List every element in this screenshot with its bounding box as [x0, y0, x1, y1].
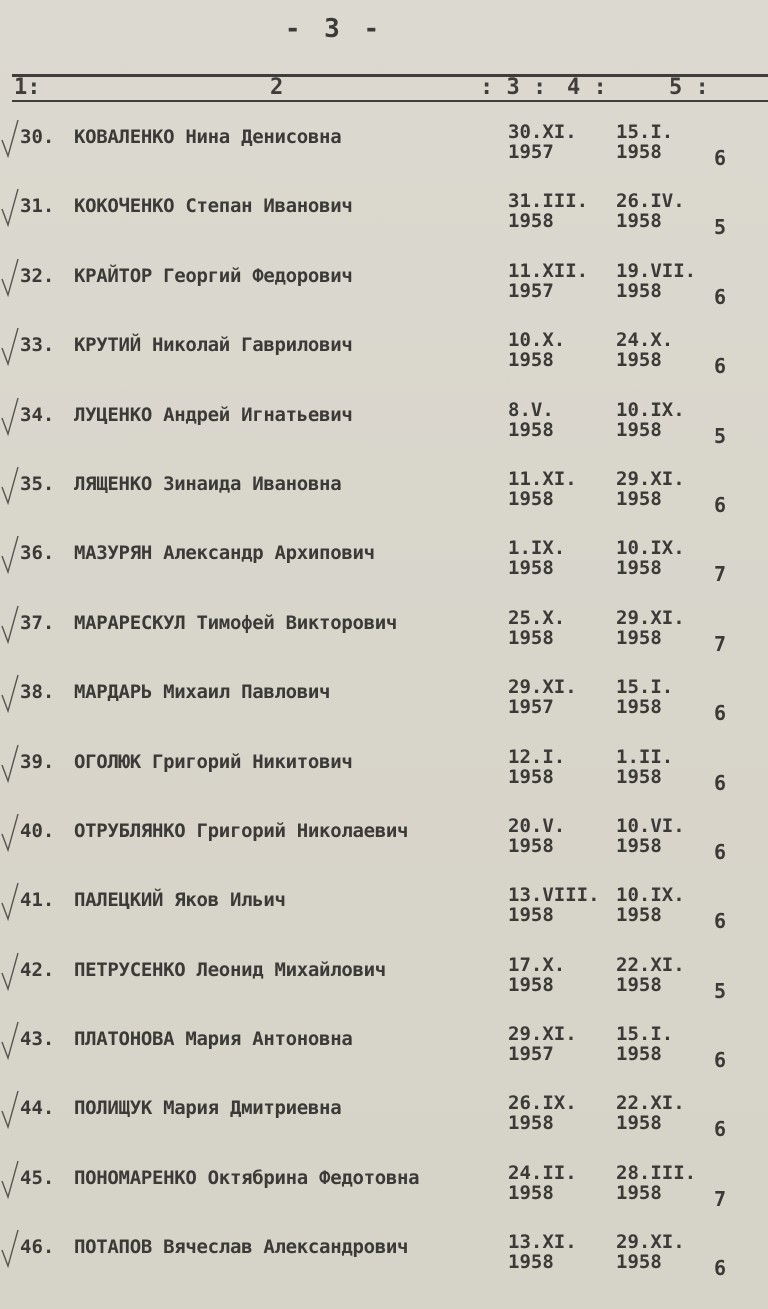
date-day-month: 25.X. — [508, 606, 566, 629]
check-mark-icon — [0, 187, 22, 229]
table-row — [0, 937, 768, 1006]
check-mark-icon — [0, 1228, 22, 1270]
date-year: 1958 — [508, 487, 554, 510]
date-day-month: 10.IX. — [616, 884, 685, 907]
grade-value: 7 — [714, 1186, 727, 1211]
date-column-3 — [508, 677, 577, 717]
column-header-1: 1: — [14, 75, 41, 100]
table-row — [0, 520, 768, 589]
grade-value: 6 — [714, 492, 727, 517]
date-column-3 — [508, 955, 565, 995]
grade-value: 6 — [714, 770, 727, 795]
date-column-4 — [616, 191, 685, 231]
person-name: ЛЯЩЕНКО Зинаида Ивановна — [74, 472, 342, 495]
page-number: - 3 - — [284, 14, 384, 44]
grade-value: 6 — [714, 1048, 727, 1073]
date-day-month: 11.XI. — [508, 467, 577, 490]
date-column-3 — [508, 261, 588, 301]
date-column-4 — [616, 538, 685, 578]
person-name: КРАЙТОР Георгий Федорович — [74, 264, 353, 287]
date-column-4 — [616, 608, 685, 648]
date-year: 1957 — [508, 1043, 554, 1066]
date-day-month: 24.II. — [508, 1161, 577, 1184]
grade-value: 6 — [714, 354, 727, 379]
check-mark-icon — [0, 326, 22, 368]
row-number: 39. — [20, 750, 55, 773]
row-number: 30. — [20, 126, 55, 148]
check-mark-icon — [0, 881, 22, 923]
date-day-month: 20.V. — [508, 814, 566, 837]
row-number: 43. — [20, 1028, 55, 1051]
date-year: 1958 — [508, 349, 554, 372]
check-mark-icon — [0, 1089, 22, 1131]
date-year: 1958 — [616, 834, 662, 857]
date-day-month: 8.V. — [508, 398, 554, 421]
grade-value: 6 — [714, 1256, 727, 1281]
grade-value: 5 — [714, 215, 727, 240]
date-year: 1958 — [616, 349, 662, 372]
date-year: 1958 — [616, 904, 662, 927]
row-number: 38. — [20, 681, 55, 704]
person-name: КРУТИЙ Николай Гаврилович — [74, 334, 353, 357]
grade-value: 6 — [714, 701, 727, 726]
date-day-month: 24.X. — [616, 329, 674, 352]
date-year: 1958 — [508, 557, 554, 580]
date-day-month: 15.I. — [616, 1023, 674, 1046]
date-column-4 — [616, 816, 685, 856]
date-day-month: 26.IX. — [508, 1092, 577, 1115]
date-day-month: 10.X. — [508, 329, 566, 352]
check-mark-icon — [0, 257, 22, 299]
record-list — [0, 104, 768, 1284]
person-name: КОВАЛЕНКО Нина Денисовна — [74, 126, 342, 148]
date-day-month: 19.VII. — [616, 259, 697, 282]
date-year: 1958 — [616, 1181, 662, 1204]
date-day-month: 1.IX. — [508, 537, 566, 560]
row-number: 42. — [20, 958, 55, 981]
date-column-4 — [616, 261, 696, 301]
person-name: ПОЛИЩУК Мария Дмитриевна — [74, 1097, 342, 1120]
date-column-3 — [508, 816, 565, 856]
date-day-month: 29.XI. — [616, 467, 685, 490]
table-row — [0, 1214, 768, 1283]
table-row — [0, 312, 768, 381]
date-day-month: 13.VIII. — [508, 884, 600, 907]
date-year: 1958 — [616, 279, 662, 302]
person-name: МАРАРЕСКУЛ Тимофей Викторович — [74, 611, 398, 634]
date-year: 1958 — [508, 626, 554, 649]
date-day-month: 15.I. — [616, 121, 674, 143]
date-year: 1958 — [616, 1112, 662, 1135]
grade-value: 5 — [714, 978, 727, 1003]
date-column-4 — [616, 1163, 696, 1203]
date-year: 1958 — [508, 210, 554, 233]
row-number: 44. — [20, 1097, 55, 1120]
date-day-month: 10.VI. — [616, 814, 685, 837]
date-column-3 — [508, 1024, 577, 1064]
table-row — [0, 451, 768, 520]
date-year: 1958 — [616, 696, 662, 719]
row-number: 46. — [20, 1236, 55, 1259]
date-column-3 — [508, 191, 588, 231]
date-year: 1958 — [508, 765, 554, 788]
date-day-month: 10.IX. — [616, 537, 685, 560]
date-column-4 — [616, 677, 673, 717]
check-mark-icon — [0, 743, 22, 785]
person-name: ОГОЛЮК Григорий Никитович — [74, 750, 353, 773]
date-column-4 — [616, 955, 685, 995]
date-year: 1958 — [508, 1251, 554, 1274]
date-column-4 — [616, 400, 685, 440]
date-day-month: 22.XI. — [616, 953, 685, 976]
date-day-month: 15.I. — [616, 676, 674, 699]
person-name: ОТРУБЛЯНКО Григорий Николаевич — [74, 819, 409, 842]
date-column-3 — [508, 747, 565, 787]
date-year: 1958 — [508, 973, 554, 996]
table-row — [0, 243, 768, 312]
date-year: 1958 — [616, 765, 662, 788]
check-mark-icon — [0, 812, 22, 854]
person-name: ПОТАПОВ Вячеслав Александрович — [74, 1236, 409, 1259]
table-row — [0, 1006, 768, 1075]
date-year: 1958 — [616, 1251, 662, 1274]
person-name: ПОНОМАРЕНКО Октябрина Федотовна — [74, 1166, 420, 1189]
column-header-2: 2 — [270, 75, 284, 100]
date-day-month: 11.XII. — [508, 259, 589, 282]
date-column-3 — [508, 1163, 577, 1203]
row-number: 33. — [20, 334, 55, 357]
grade-value: 6 — [714, 1117, 727, 1142]
person-name: ПЕТРУСЕНКО Леонид Михайлович — [74, 958, 386, 981]
date-column-3 — [508, 1093, 577, 1133]
date-year: 1958 — [508, 904, 554, 927]
date-year: 1958 — [616, 1043, 662, 1066]
date-day-month: 29.XI. — [616, 1231, 685, 1254]
date-year: 1958 — [508, 1112, 554, 1135]
grade-value: 5 — [714, 423, 727, 448]
grade-value: 6 — [714, 284, 727, 309]
row-number: 45. — [20, 1166, 55, 1189]
grade-value: 6 — [714, 909, 727, 934]
grade-value: 6 — [714, 839, 727, 864]
person-name: ПАЛЕЦКИЙ Яков Ильич — [74, 889, 286, 912]
column-header-3: : 3 : — [480, 75, 547, 100]
date-column-3 — [508, 1232, 577, 1272]
date-year: 1958 — [508, 1181, 554, 1204]
date-year: 1958 — [616, 557, 662, 580]
check-mark-icon — [0, 118, 22, 160]
date-year: 1958 — [616, 626, 662, 649]
row-number: 32. — [20, 264, 55, 287]
row-number: 31. — [20, 195, 55, 218]
date-day-month: 29.XI. — [508, 676, 577, 699]
date-day-month: 28.III. — [616, 1161, 697, 1184]
check-mark-icon — [0, 465, 22, 507]
date-year: 1957 — [508, 279, 554, 302]
table-row — [0, 659, 768, 728]
date-year: 1958 — [616, 141, 662, 163]
date-day-month: 12.I. — [508, 745, 566, 768]
date-day-month: 30.XI. — [508, 121, 577, 143]
table-row — [0, 867, 768, 936]
date-day-month: 1.II. — [616, 745, 674, 768]
person-name: МАЗУРЯН Александр Архипович — [74, 542, 375, 565]
check-mark-icon — [0, 673, 22, 715]
check-mark-icon — [0, 1020, 22, 1062]
check-mark-icon — [0, 534, 22, 576]
table-row — [0, 798, 768, 867]
date-year: 1958 — [508, 834, 554, 857]
column-header-4: 4 : — [567, 75, 607, 100]
row-number: 34. — [20, 403, 55, 426]
date-column-3 — [508, 330, 565, 370]
person-name: ЛУЦЕНКО Андрей Игнатьевич — [74, 403, 353, 426]
date-day-month: 17.X. — [508, 953, 566, 976]
table-row — [0, 1145, 768, 1214]
date-column-4 — [616, 122, 673, 162]
date-column-3 — [508, 538, 565, 578]
row-number: 35. — [20, 472, 55, 495]
table-row — [0, 104, 768, 173]
date-column-4 — [616, 1093, 685, 1133]
date-day-month: 29.XI. — [616, 606, 685, 629]
grade-value: 7 — [714, 631, 727, 656]
header-rule-bottom — [12, 100, 768, 102]
date-year: 1958 — [616, 210, 662, 233]
date-year: 1957 — [508, 696, 554, 719]
row-number: 40. — [20, 819, 55, 842]
column-header-row — [12, 76, 768, 100]
date-column-4 — [616, 747, 673, 787]
check-mark-icon — [0, 396, 22, 438]
date-year: 1958 — [508, 418, 554, 441]
row-number: 37. — [20, 611, 55, 634]
date-column-4 — [616, 1024, 673, 1064]
table-row — [0, 1075, 768, 1144]
date-day-month: 10.IX. — [616, 398, 685, 421]
date-year: 1958 — [616, 418, 662, 441]
column-header-5: 5 : — [669, 75, 709, 100]
check-mark-icon — [0, 951, 22, 993]
date-day-month: 13.XI. — [508, 1231, 577, 1254]
date-column-3 — [508, 885, 600, 925]
person-name: МАРДАРЬ Михаил Павлович — [74, 681, 331, 704]
table-row — [0, 382, 768, 451]
date-column-3 — [508, 400, 554, 440]
date-column-3 — [508, 469, 577, 509]
date-day-month: 26.IV. — [616, 190, 685, 213]
check-mark-icon — [0, 604, 22, 646]
table-row — [0, 729, 768, 798]
table-row — [0, 173, 768, 242]
date-day-month: 29.XI. — [508, 1023, 577, 1046]
person-name: ПЛАТОНОВА Мария Антоновна — [74, 1028, 353, 1051]
date-year: 1958 — [616, 973, 662, 996]
grade-value: 6 — [714, 146, 727, 170]
grade-value: 7 — [714, 562, 727, 587]
check-mark-icon — [0, 1159, 22, 1201]
date-year: 1957 — [508, 141, 554, 163]
date-column-4 — [616, 469, 685, 509]
date-year: 1958 — [616, 487, 662, 510]
date-day-month: 22.XI. — [616, 1092, 685, 1115]
table-row — [0, 590, 768, 659]
row-number: 41. — [20, 889, 55, 912]
date-column-4 — [616, 885, 685, 925]
date-column-4 — [616, 1232, 685, 1272]
date-column-3 — [508, 122, 577, 162]
date-day-month: 31.III. — [508, 190, 589, 213]
person-name: КОКОЧЕНКО Степан Иванович — [74, 195, 353, 218]
row-number: 36. — [20, 542, 55, 565]
date-column-3 — [508, 608, 565, 648]
date-column-4 — [616, 330, 673, 370]
